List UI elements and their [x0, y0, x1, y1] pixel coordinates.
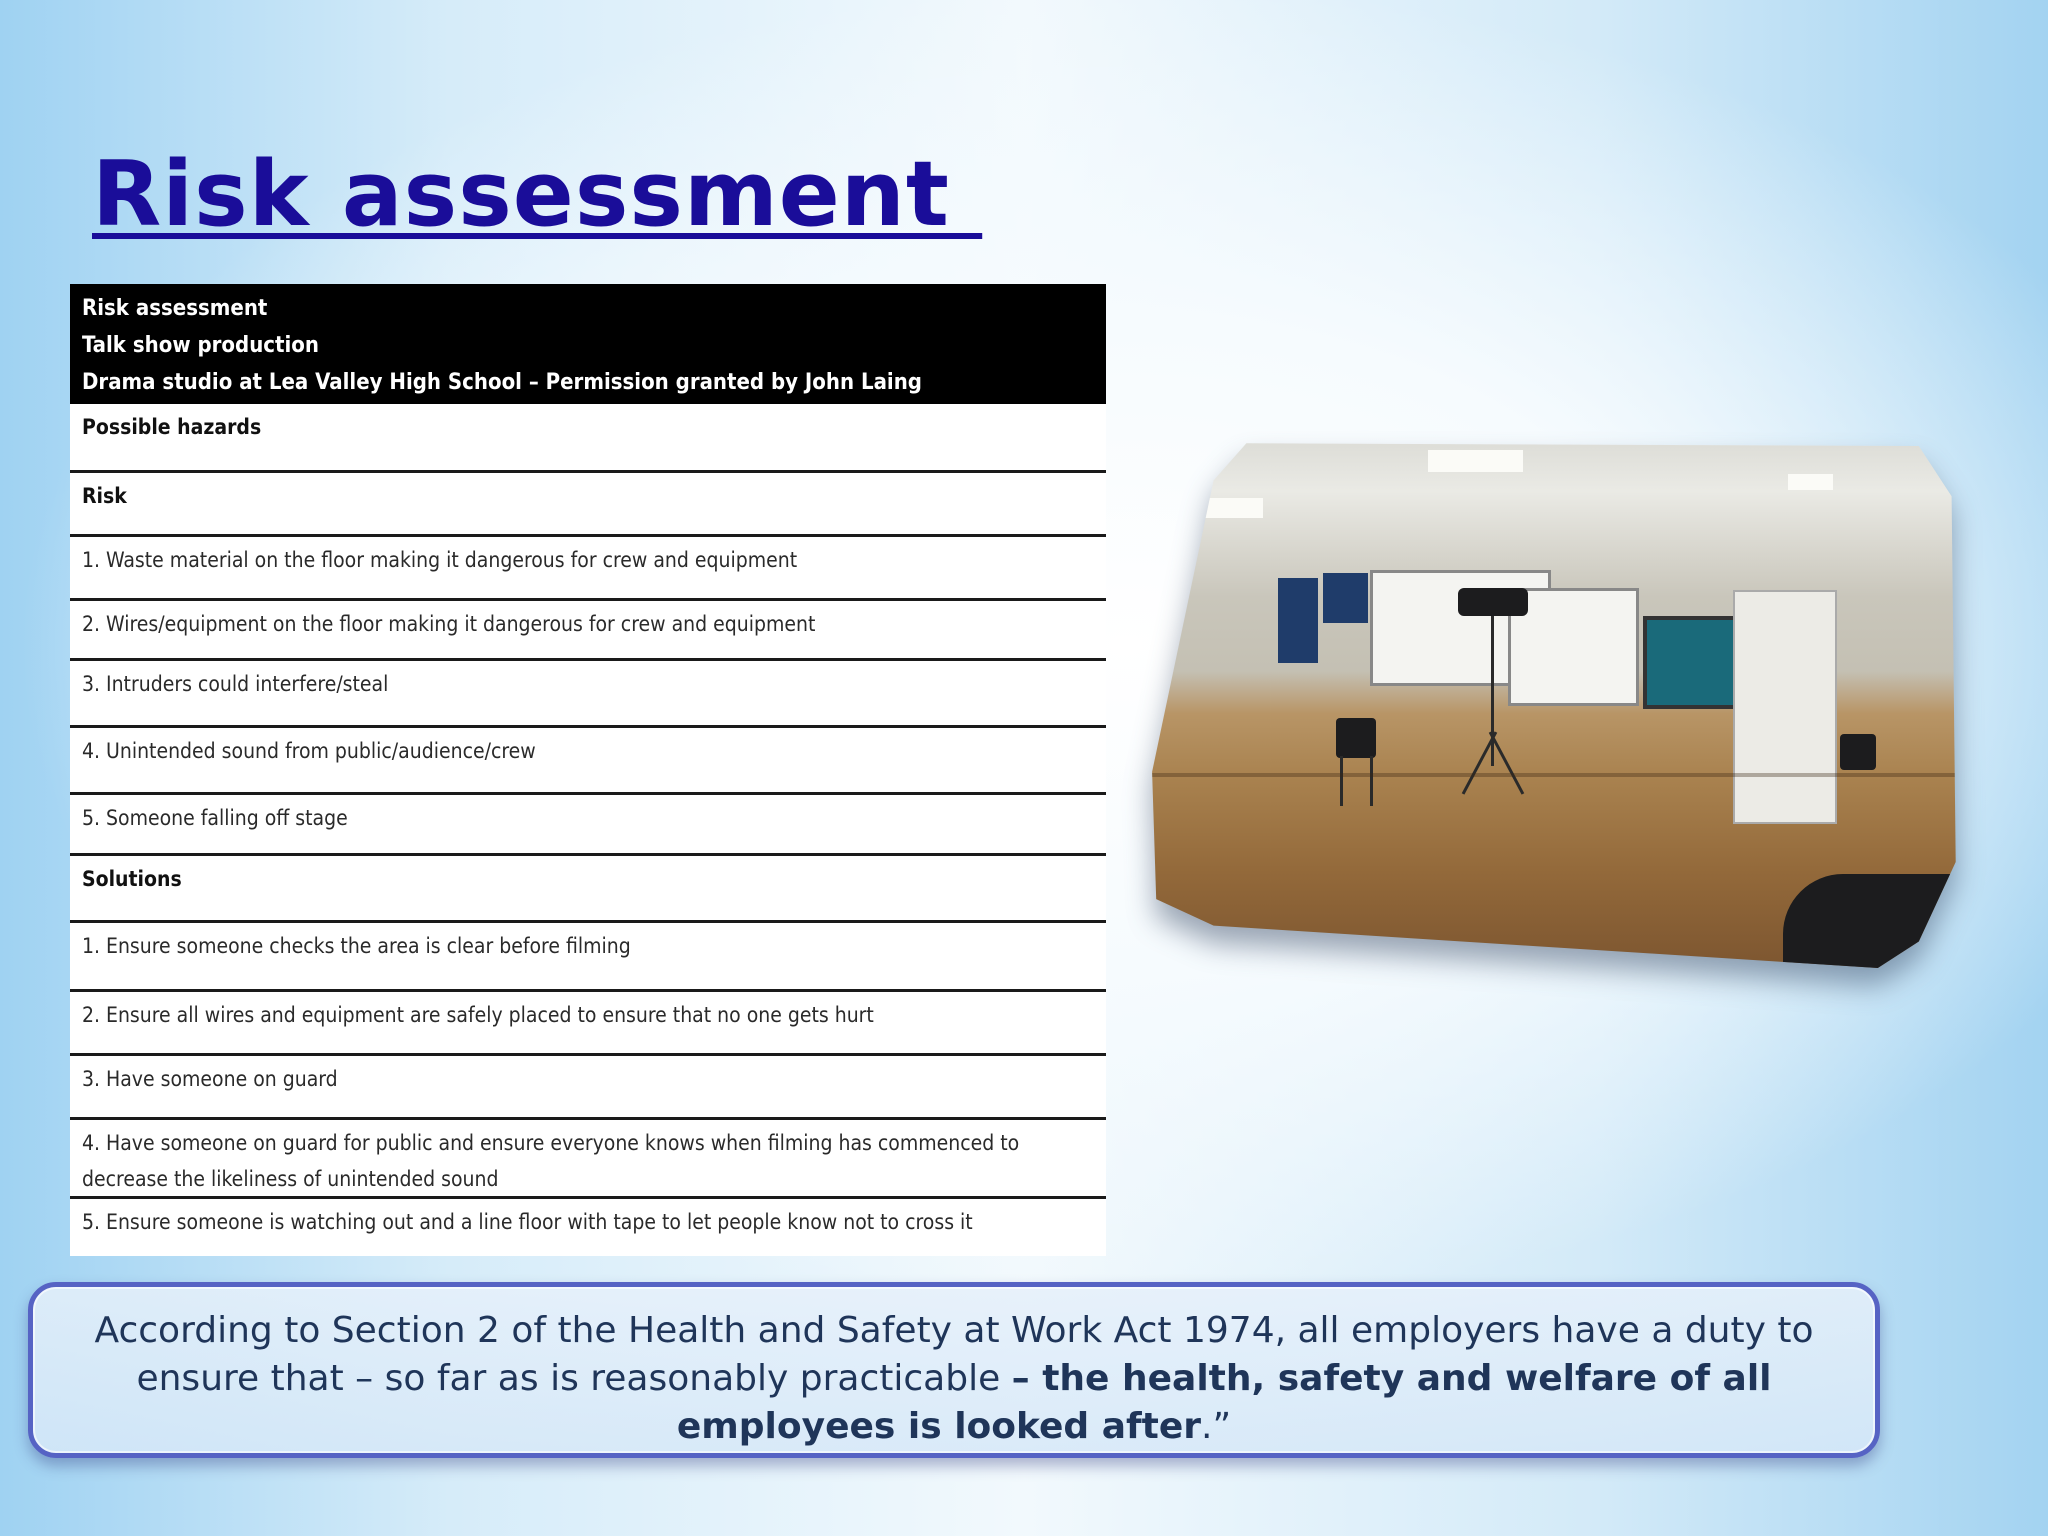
slide-title: Risk assessment [92, 142, 983, 247]
quote-text: According to Section 2 of the Health and Safety at Work Act 1974, all employers have a duty to ensure that – so far as is reasonably practicable [94, 1310, 1814, 1399]
solution-row: 1. Ensure someone checks the area is clear before filming [70, 920, 1106, 989]
camera [1458, 588, 1528, 616]
solution-row: 4. Have someone on guard for public and ensure everyone knows when filming has commenced to decrease the likeliness of unintended sound [70, 1117, 1106, 1196]
wall-poster [1323, 573, 1368, 623]
chair-leg [1340, 756, 1343, 806]
risk-row: 2. Wires/equipment on the floor making it dangerous for crew and equipment [70, 598, 1106, 658]
quote-end: .” [1201, 1406, 1232, 1447]
risk-row: 4. Unintended sound from public/audience/crew [70, 725, 1106, 792]
header-line-location: Drama studio at Lea Valley High School – Permission granted by John Laing [82, 370, 922, 395]
header-line-production: Talk show production [82, 333, 319, 358]
hazards-heading: Possible hazards [82, 415, 262, 439]
drama-studio-photo [1148, 438, 1968, 968]
chair [1336, 718, 1376, 758]
table-header [70, 284, 1106, 404]
solutions-heading: Solutions [70, 853, 1106, 920]
risk-row: 3. Intruders could interfere/steal [70, 658, 1106, 725]
solution-row: 2. Ensure all wires and equipment are safely placed to ensure that no one gets hurt [70, 989, 1106, 1053]
chair-leg [1370, 756, 1373, 806]
quote-bold-text: – the health, safety and welfare of all employees is looked after [676, 1358, 1772, 1447]
wall-poster [1278, 578, 1318, 663]
photo-image [1148, 438, 1968, 968]
ceiling-light [1788, 474, 1833, 490]
ceiling-light [1203, 498, 1263, 518]
door [1733, 590, 1837, 824]
floor-line [1148, 773, 1968, 777]
foreground-chair [1783, 874, 1968, 968]
header-line-title: Risk assessment [82, 296, 268, 321]
ceiling-light [1428, 450, 1523, 472]
risk-row: 5. Someone falling off stage [70, 792, 1106, 853]
tripod-leg [1489, 731, 1525, 794]
solution-row: 5. Ensure someone is watching out and a line floor with tape to let people know not to cross it [70, 1196, 1106, 1256]
risk-assessment-table [70, 284, 1106, 1256]
solution-row: 3. Have someone on guard [70, 1053, 1106, 1117]
risk-row: 1. Waste material on the floor making it dangerous for crew and equipment [70, 534, 1106, 598]
act-quote-box [28, 1282, 1880, 1458]
risk-heading: Risk [70, 470, 1106, 534]
chair [1840, 734, 1876, 770]
